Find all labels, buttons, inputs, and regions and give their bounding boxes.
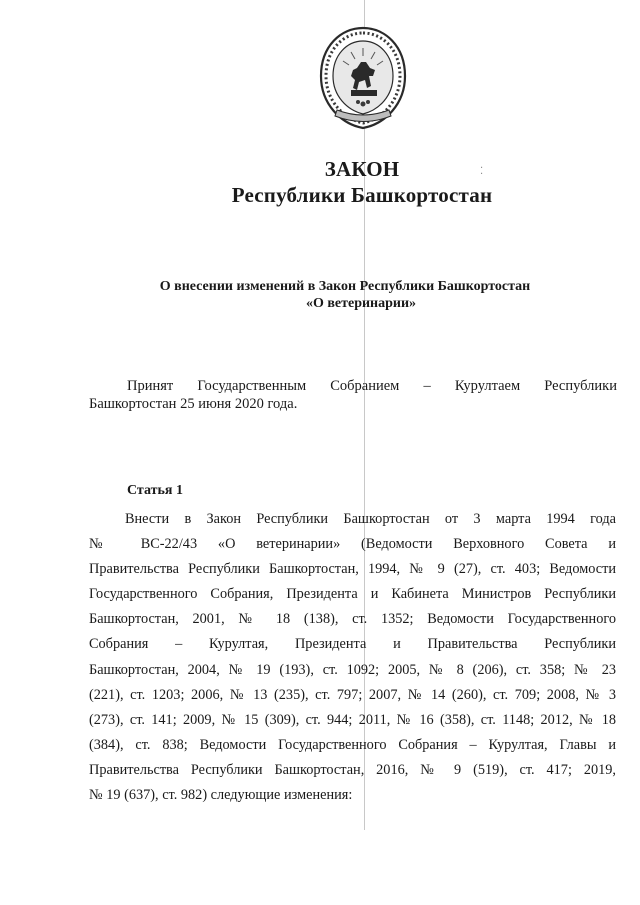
body-line: Башкортостан, 2004, № 19 (193), ст. 1092; 2005, № 8 (206), ст. 358; № 23 <box>89 661 616 678</box>
adoption-line-1: Принят Государственным Собранием – Курултаем Республики <box>127 378 617 394</box>
body-line: Собрания – Курултая, Президента и Правительства Республики <box>89 636 616 653</box>
document-subject-line-2: «О ветеринарии» <box>305 296 417 311</box>
coat-of-arms-emblem <box>313 24 413 132</box>
article-heading: Статья 1 <box>127 483 183 498</box>
article-body <box>89 507 616 808</box>
adoption-line-2: Башкортостан 25 июня 2020 года. <box>89 396 298 412</box>
body-line: Правительства Республики Башкортостан, 2016, № 9 (519), ст. 417; 2019, <box>89 761 616 778</box>
document-subject-line-1: О внесении изменений в Закон Республики Башкортостан <box>159 279 531 294</box>
body-line: (221), ст. 1203; 2006, № 13 (235), ст. 797; 2007, № 14 (260), ст. 709; 2008, № 3 <box>89 686 616 703</box>
body-line: № 19 (637), ст. 982) следующие изменения: <box>89 787 353 804</box>
adoption-statement <box>89 377 617 413</box>
body-line: (273), ст. 141; 2009, № 15 (309), ст. 944; 2011, № 16 (358), ст. 1148; 2012, № 18 <box>89 711 616 728</box>
body-line: № ВС-22/43 «О ветеринарии» (Ведомости Верховного Совета и <box>89 536 616 553</box>
body-line: (384), ст. 838; Ведомости Государственного Собрания – Курултая, Главы и <box>89 736 616 753</box>
document-issuer: Республики Башкортостан <box>231 183 493 207</box>
body-line: Внести в Закон Республики Башкортостан от 3 марта 1994 года <box>125 511 616 527</box>
body-line: Государственного Собрания, Президента и Кабинета Министров Республики <box>89 586 616 603</box>
document-title: ЗАКОН <box>324 157 400 181</box>
scan-mark: ⁚ <box>480 166 484 177</box>
body-line: Правительства Республики Башкортостан, 1994, № 9 (27), ст. 403; Ведомости <box>89 561 616 578</box>
body-line: Башкортостан, 2001, № 18 (138), ст. 1352; Ведомости Государственного <box>89 611 616 628</box>
